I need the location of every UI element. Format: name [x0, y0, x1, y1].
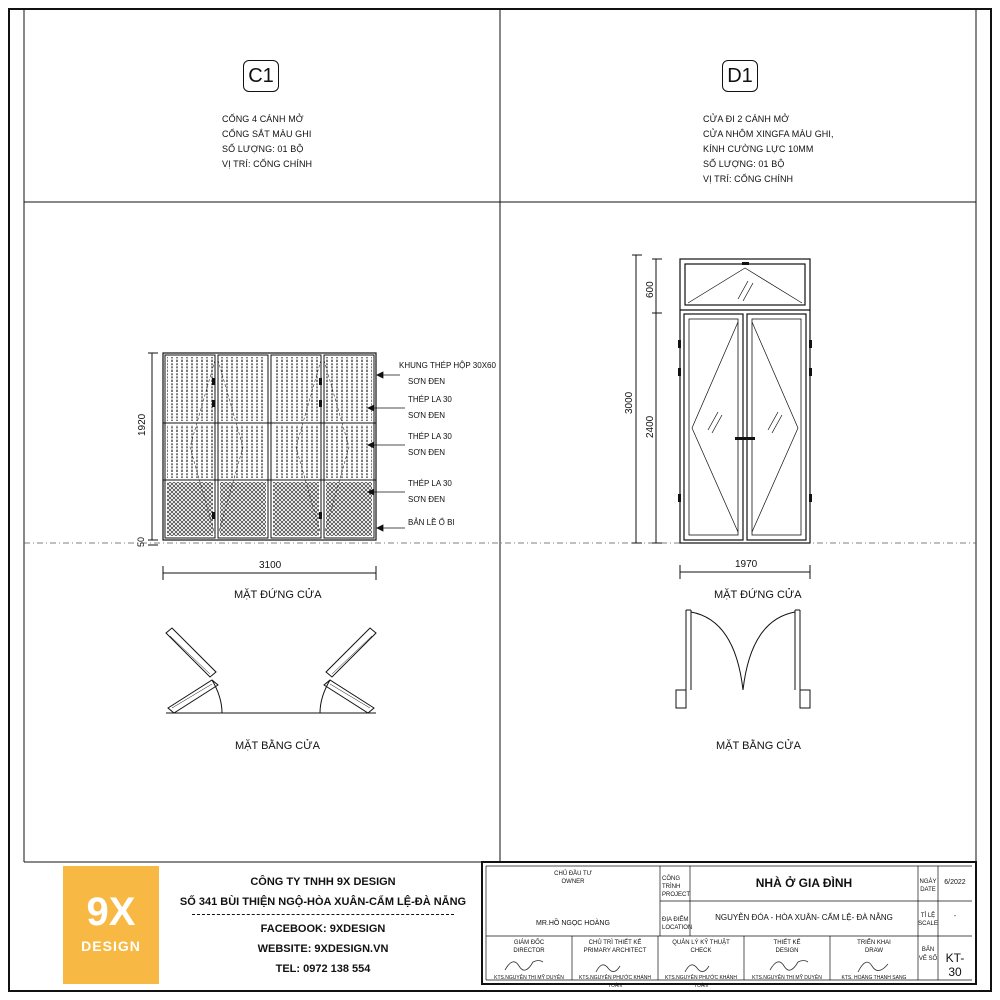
tb-role-vi: CHỦ TRÌ THIẾT KẾ	[588, 940, 642, 946]
tb-role-primary-architect	[572, 939, 658, 955]
d1-note-line: CỬA NHÔM XINGFA MÀU GHI,	[703, 129, 834, 139]
d1-note-line: KÍNH CƯỜNG LỰC 10MM	[703, 144, 814, 154]
tb-label-vi: ĐỊA ĐIỂM	[662, 917, 689, 923]
tb-role-primary-architect-name: KTS.NGUYỄN PHƯỚC KHÁNH TOÀN	[579, 975, 651, 989]
tb-label-en: SCALE	[918, 921, 938, 927]
tb-role-draw	[830, 939, 918, 955]
tb-project-label	[660, 875, 692, 899]
c1-plan-title: MẶT BẰNG CỬA	[235, 740, 320, 752]
tb-label-vi: CÔNG TRÌNH	[662, 876, 681, 890]
tb-label-en: PROJECT	[662, 892, 691, 898]
tb-role-director	[486, 939, 572, 955]
tb-label-en: OWNER	[561, 879, 585, 885]
c1-callout: SƠN ĐEN	[408, 495, 446, 504]
c1-callout: THÉP LA 30	[408, 479, 452, 488]
tb-role-draw-name: KTS. HOÀNG THANH SANG	[841, 975, 907, 981]
tb-label-en: DATE	[920, 887, 936, 893]
logo-wordmark: DESIGN	[81, 938, 141, 954]
c1-callout: THÉP LA 30	[408, 395, 452, 404]
company-name: CÔNG TY TNHH 9X DESIGN	[250, 876, 396, 888]
d1-elevation-title: MẶT ĐỨNG CỬA	[714, 589, 802, 601]
tb-role-director-name: KTS.NGUYỄN THỊ MỸ DUYÊN	[494, 975, 564, 981]
c1-callout: SƠN ĐEN	[408, 377, 446, 386]
c1-note-line: CỔNG 4 CÁNH MỞ	[222, 114, 304, 124]
d1-door-dimension: 2400	[645, 415, 656, 438]
tb-role-vi: TRIỂN KHAI	[857, 940, 891, 946]
tb-role-vi: QUẢN LÝ KỸ THUẬT	[672, 940, 730, 946]
tb-role-en: PRIMARY ARCHITECT	[583, 948, 647, 954]
tb-location-value: NGUYỄN ĐÓA - HÒA XUÂN- CẨM LỆ- ĐÀ NẴNG	[715, 913, 893, 922]
tb-role-en: DIRECTOR	[513, 948, 545, 954]
tb-label-en: LOCATION	[662, 925, 693, 931]
tb-sheet-label: BẢN VẼ SỐ	[918, 947, 938, 962]
c1-note-line: CỔNG SẮT MÀU GHI	[222, 129, 312, 139]
tb-role-check	[658, 939, 744, 955]
tb-owner-value: MR.HỒ NGỌC HOÀNG	[536, 920, 610, 927]
tb-sheet-value: KT- 30	[945, 951, 965, 979]
d1-tag: D1	[722, 60, 758, 92]
tb-label-vi: CHỦ ĐẦU TƯ	[554, 871, 592, 877]
tb-role-check-name: KTS.NGUYỄN PHƯỚC KHÁNH TOÀN	[665, 975, 737, 989]
company-phone: TEL: 0972 138 554	[275, 963, 371, 975]
tb-role-design-name: KTS.NGUYỄN THỊ MỸ DUYÊN	[752, 975, 822, 981]
d1-plan-title: MẶT BẰNG CỬA	[716, 740, 801, 752]
tb-project-value: NHÀ Ở GIA ĐÌNH	[755, 876, 853, 890]
tb-label-vi: NGÀY	[919, 879, 937, 885]
tb-date-label	[918, 878, 938, 894]
tb-scale-value: -	[953, 913, 957, 920]
logo-mark: 9X	[86, 890, 136, 934]
c1-note-line: SỐ LƯỢNG: 01 BỘ	[222, 144, 304, 154]
c1-callout: SƠN ĐEN	[408, 411, 446, 420]
c1-tag: C1	[243, 60, 279, 92]
tb-owner-label	[486, 870, 660, 886]
tb-date-value: 6/2022	[944, 879, 966, 886]
d1-width-dimension: 1970	[735, 559, 758, 570]
c1-note-line: VỊ TRÍ: CỔNG CHÍNH	[222, 159, 313, 169]
c1-base-dimension: 50	[136, 536, 146, 547]
tb-scale-label	[918, 912, 938, 928]
company-address: SỐ 341 BÙI THIỆN NGỘ-HÒA XUÂN-CẨM LỆ-ĐÀ NẴNG	[179, 896, 467, 908]
c1-callout: KHUNG THÉP HỘP 30X60	[399, 361, 496, 370]
tb-role-en: DESIGN	[775, 948, 799, 954]
c1-elevation-title: MẶT ĐỨNG CỬA	[234, 589, 322, 601]
c1-height-dimension: 1920	[137, 413, 148, 436]
tb-role-vi: THIẾT KẾ	[773, 940, 801, 946]
d1-total-dimension: 3000	[624, 391, 635, 414]
c1-width-dimension: 3100	[259, 560, 282, 571]
d1-note-line: SỐ LƯỢNG: 01 BỘ	[703, 159, 785, 169]
tb-role-design	[744, 939, 830, 955]
c1-callout: BẢN LỀ Ổ BI	[408, 518, 455, 527]
company-facebook: FACEBOOK: 9XDESIGN	[260, 923, 386, 935]
company-website: WEBSITE: 9XDESIGN.VN	[257, 943, 389, 955]
tb-role-vi: GIÁM ĐỐC	[513, 940, 545, 946]
c1-callout: THÉP LA 30	[408, 432, 452, 441]
d1-note-line: VỊ TRÍ: CỔNG CHÍNH	[703, 174, 794, 184]
tb-location-label	[660, 916, 692, 932]
c1-callout: SƠN ĐEN	[408, 448, 446, 457]
tb-role-en: CHECK	[690, 948, 712, 954]
d1-transom-dimension: 600	[645, 281, 656, 298]
d1-note-line: CỬA ĐI 2 CÁNH MỞ	[703, 114, 790, 124]
tb-label-vi: TỈ LỆ	[920, 913, 936, 919]
tb-role-en: DRAW	[864, 948, 884, 954]
